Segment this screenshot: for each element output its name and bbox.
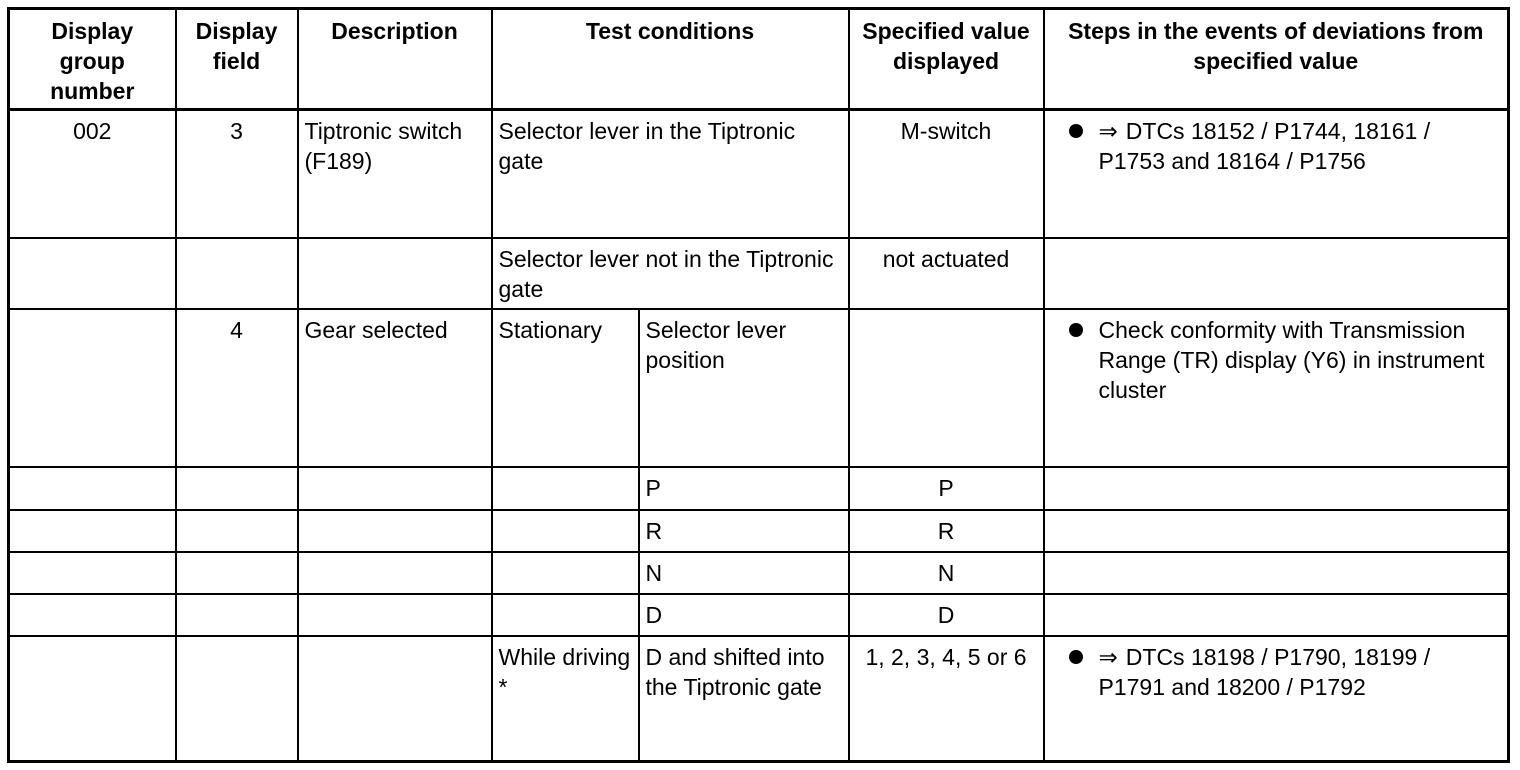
reference-link: DTCs 18198 / P1790, 18199 / P1791 and 18200 / P1792 (1098, 643, 1431, 700)
cell-specified-value: M-switch (849, 110, 1044, 238)
table-row (9, 552, 1509, 594)
table-row (9, 110, 1509, 238)
table-row (9, 238, 1509, 309)
bullet-item (1051, 642, 1502, 702)
table-row (9, 467, 1509, 510)
cell-test-condition-a: Stationary (492, 309, 639, 467)
table-row (9, 309, 1509, 467)
cell-test-condition-b: P (639, 467, 849, 510)
cell-specified-value: not actuated (849, 238, 1044, 309)
bullet-item (1051, 116, 1502, 176)
header-display-group: Display group number (9, 9, 176, 110)
cell-group (9, 238, 176, 309)
cell-description: Tiptronic switch (F189) (298, 110, 492, 238)
table-row (9, 636, 1509, 762)
bullet-text (1099, 116, 1502, 176)
cell-field (176, 238, 298, 309)
bullet-icon (1069, 650, 1083, 664)
cell-test-condition-a: While driving * (492, 636, 639, 762)
cell-test-condition-b: Selector lever position (639, 309, 849, 467)
bullet-icon (1069, 323, 1083, 337)
cell-description: Gear selected (298, 309, 492, 467)
header-display-field: Display field (176, 9, 298, 110)
header-steps: Steps in the events of deviations from specified value (1044, 9, 1509, 110)
cell-group (9, 309, 176, 467)
cell-specified-value: N (849, 552, 1044, 594)
cell-test-condition: Selector lever not in the Tiptronic gate (492, 238, 849, 309)
cell-field: 3 (176, 110, 298, 238)
cell-specified-value: 1, 2, 3, 4, 5 or 6 (849, 636, 1044, 762)
cell-test-condition-b: D (639, 594, 849, 636)
arrow-icon: ⇒ (1098, 643, 1118, 670)
cell-test-condition-b: R (639, 510, 849, 552)
bullet-text: Check conformity with Transmission Range (TR) display (Y6) in instrument cluster (1098, 316, 1485, 403)
table-row (9, 510, 1509, 552)
cell-test-condition-b: N (639, 552, 849, 594)
bullet-item (1051, 315, 1502, 405)
cell-specified-value: P (849, 467, 1044, 510)
cell-description (298, 238, 492, 309)
reference-link: DTCs 18152 / P1744, 18161 / P1753 and 18164 / P1756 (1098, 118, 1431, 174)
cell-steps (1044, 110, 1509, 238)
cell-test-condition: Selector lever in the Tiptronic gate (492, 110, 849, 238)
cell-specified-value: R (849, 510, 1044, 552)
cell-field: 4 (176, 309, 298, 467)
cell-steps (1044, 309, 1509, 467)
cell-steps (1044, 238, 1509, 309)
cell-specified-value: D (849, 594, 1044, 636)
bullet-text (1099, 642, 1502, 702)
arrow-icon: ⇒ (1098, 118, 1118, 144)
header-description: Description (298, 9, 492, 110)
table-row (9, 594, 1509, 636)
header-specified-value: Specified value displayed (849, 9, 1044, 110)
header-row (9, 9, 1509, 110)
header-test-conditions: Test conditions (492, 9, 849, 110)
cell-group: 002 (9, 110, 176, 238)
cell-test-condition-b: D and shifted into the Tiptronic gate (639, 636, 849, 762)
bullet-icon (1069, 124, 1083, 138)
cell-specified-value (849, 309, 1044, 467)
cell-steps (1044, 636, 1509, 762)
diagnostic-table (7, 7, 1510, 763)
